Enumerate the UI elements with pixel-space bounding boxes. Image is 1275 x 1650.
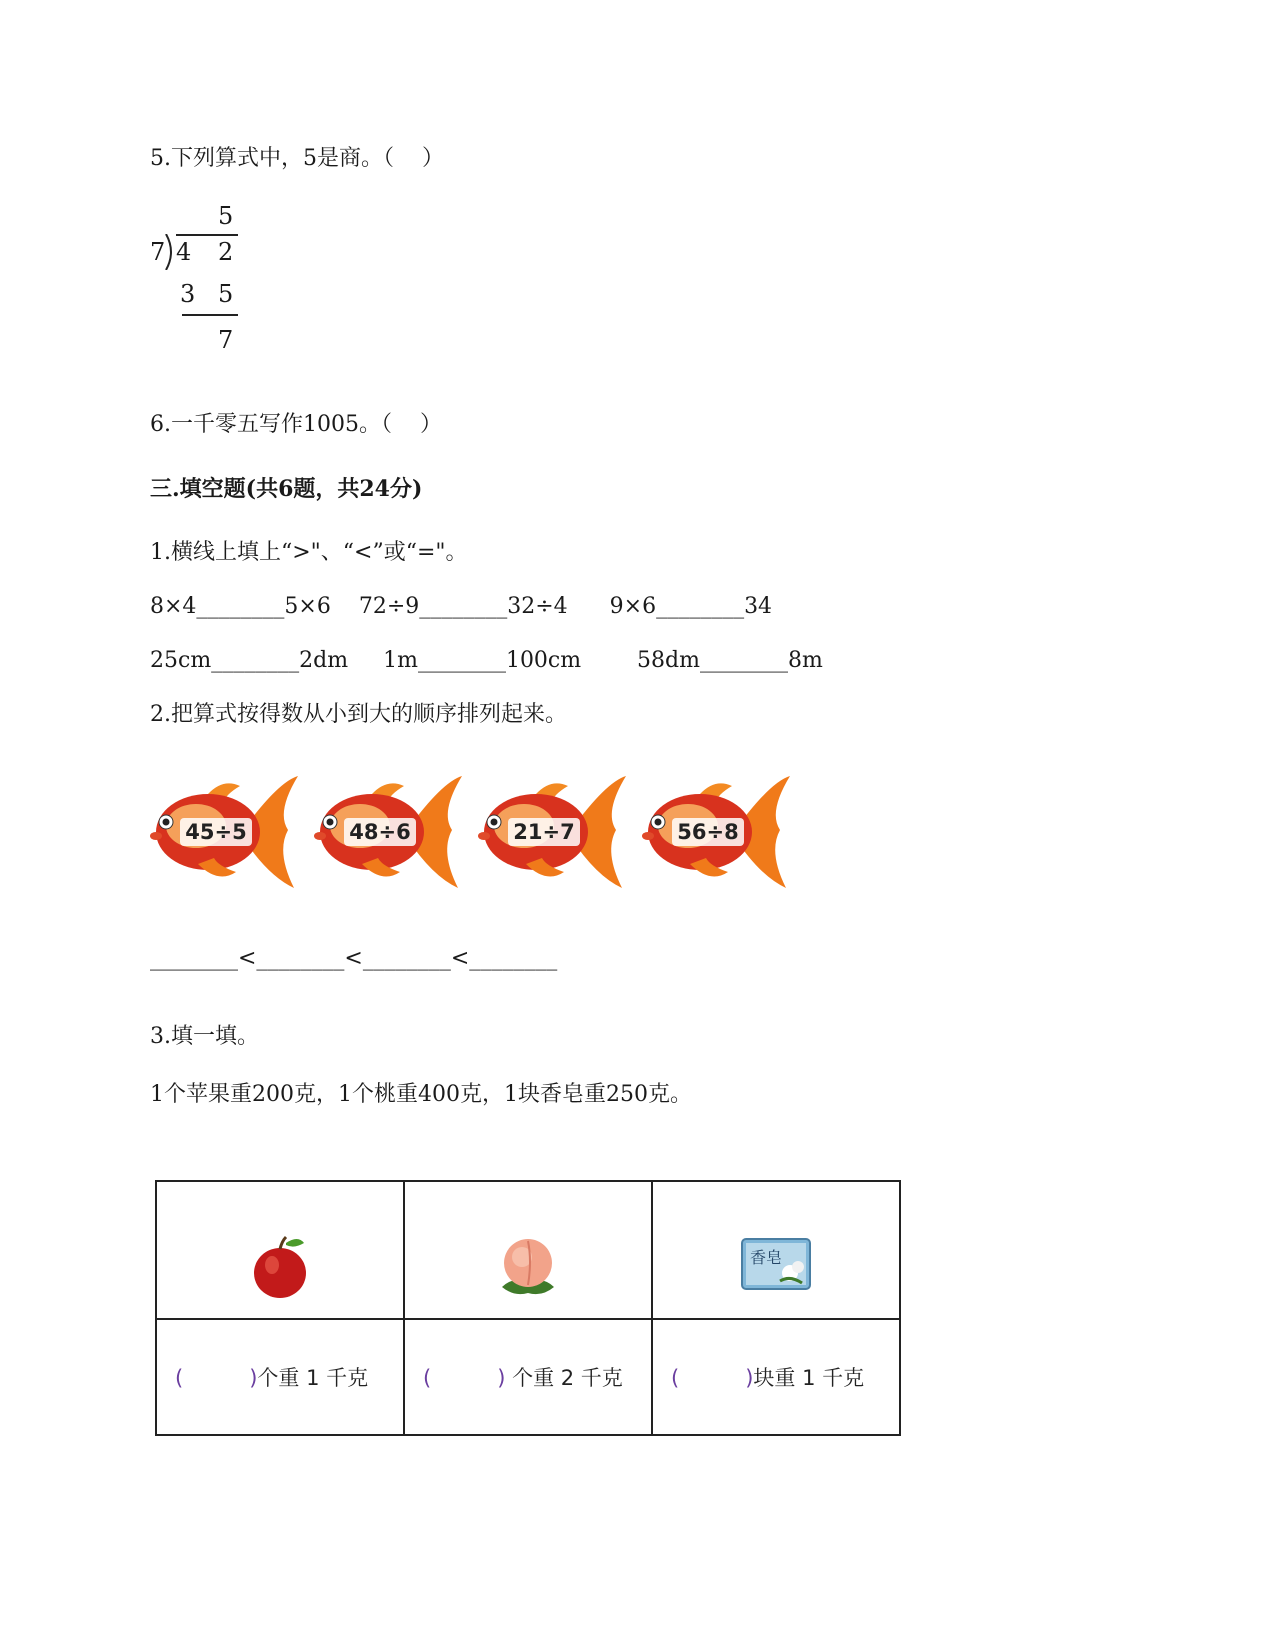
open-paren: (	[423, 1366, 432, 1390]
fish-expression: 45÷5	[180, 818, 252, 846]
peach-answer-cell	[404, 1319, 652, 1435]
peach-cell	[404, 1181, 652, 1319]
goldfish-4	[640, 772, 800, 890]
apple-icon	[240, 1231, 320, 1301]
open-paren: (	[671, 1366, 680, 1390]
apple-cell	[156, 1181, 404, 1319]
peach-icon	[488, 1231, 568, 1301]
close-paren: )	[745, 1366, 754, 1390]
division-bar	[176, 234, 238, 236]
peach-answer	[405, 1366, 623, 1390]
open-paren: (	[175, 1366, 184, 1390]
fish-expression: 48÷6	[344, 818, 416, 846]
goldfish-2	[312, 772, 472, 890]
answer-suffix: 个重 1 千克	[257, 1366, 369, 1390]
question-5: 5.下列算式中，5是商。（ ）	[150, 146, 444, 171]
soap-label: 香皂	[750, 1248, 783, 1267]
fill-1-row-1: 8×4________5×6 72÷9________32÷4 9×6________34	[150, 594, 773, 619]
fill-1-row-2: 25cm________2dm 1m________100cm 58dm________8m	[150, 648, 823, 673]
question-6: 6.一千零五写作1005。（ ）	[150, 412, 442, 437]
fill-1-title: 1.横线上填上“>"、“<”或“="。	[150, 540, 468, 565]
weight-table	[155, 1180, 901, 1436]
product-digit-2: 5	[218, 280, 234, 308]
goldfish-1	[148, 772, 308, 890]
fish-expression: 56÷8	[672, 818, 744, 846]
divisor: 7	[150, 238, 166, 266]
quotient: 5	[218, 202, 234, 230]
dividend-digit-1: 4	[176, 238, 192, 266]
fill-3-title: 3.填一填。	[150, 1024, 259, 1049]
close-paren: )	[249, 1366, 258, 1390]
soap-answer-cell	[652, 1319, 900, 1435]
soap-icon	[736, 1231, 816, 1301]
fill-2-title: 2.把算式按得数从小到大的顺序排列起来。	[150, 702, 567, 727]
product-digit-1: 3	[180, 280, 196, 308]
section-heading: 三.填空题(共6题，共24分)	[150, 476, 423, 502]
ordering-answer-line: ________<________<________<________	[150, 946, 558, 971]
apple-answer-cell	[156, 1319, 404, 1435]
fish-row	[148, 772, 848, 892]
soap-cell	[652, 1181, 900, 1319]
answer-suffix: 块重 1 千克	[753, 1366, 865, 1390]
fill-3-info: 1个苹果重200克，1个桃重400克，1块香皂重250克。	[150, 1082, 692, 1107]
subtraction-line	[182, 314, 238, 316]
goldfish-3	[476, 772, 636, 890]
close-paren: )	[497, 1366, 506, 1390]
dividend-digit-2: 2	[218, 238, 234, 266]
answer-suffix: 个重 2 千克	[505, 1366, 623, 1390]
soap-answer	[653, 1366, 864, 1390]
apple-answer	[157, 1366, 368, 1390]
fish-expression: 21÷7	[508, 818, 580, 846]
long-division-figure	[150, 202, 250, 368]
remainder: 7	[218, 326, 234, 354]
